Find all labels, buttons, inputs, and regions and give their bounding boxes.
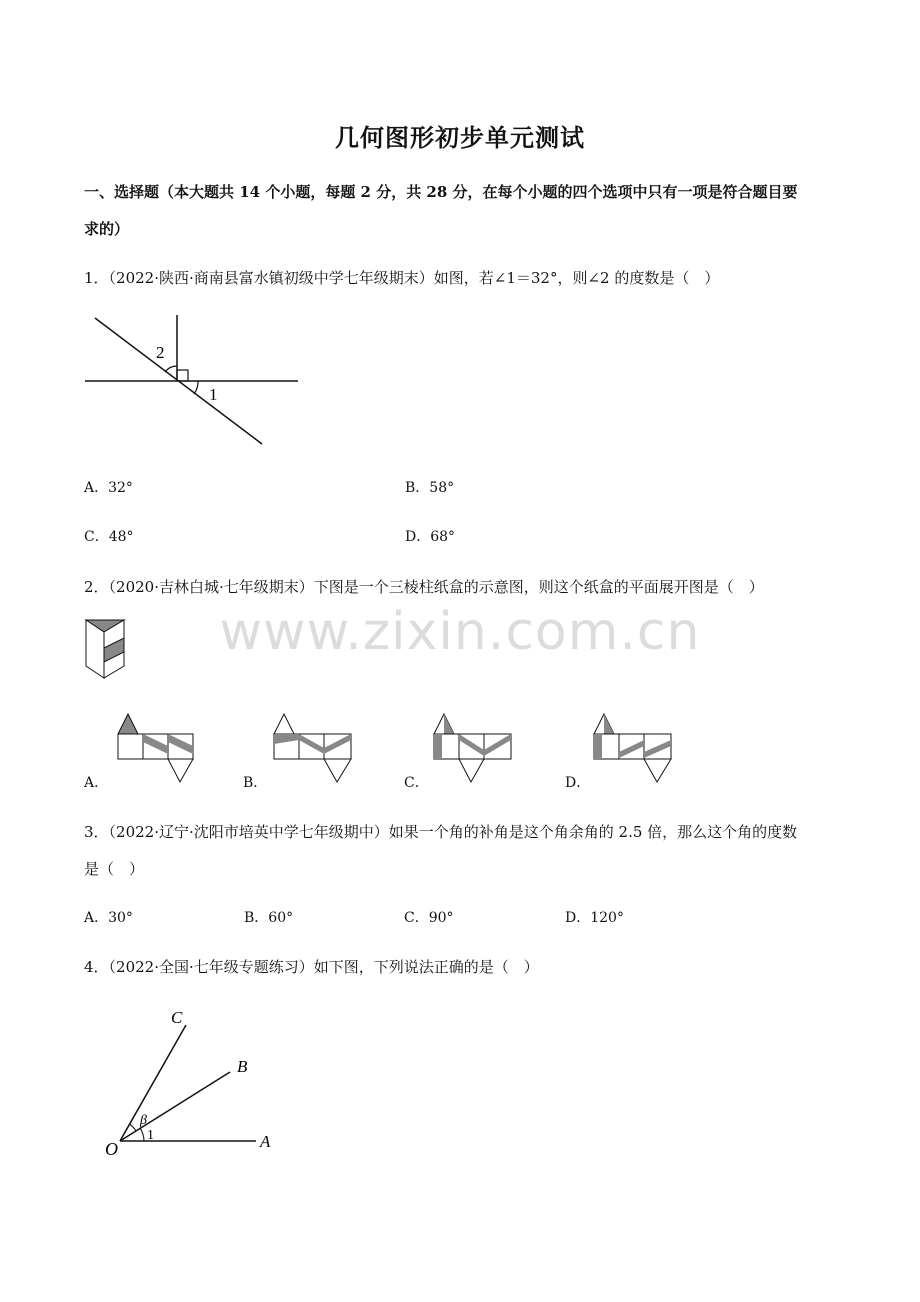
question-3-stem-line1: 3．（2022·辽宁·沈阳市培英中学七年级期中）如果一个角的补角是这个角余角的 2.5 倍，那么这个角的度数 bbox=[84, 823, 798, 841]
question-1-option-b[interactable]: B．58° bbox=[405, 480, 455, 496]
question-2-option-a[interactable]: A． bbox=[84, 775, 109, 791]
point-o-label: O bbox=[105, 1139, 118, 1159]
angle-1-label: 1 bbox=[209, 385, 218, 404]
question-2-option-b[interactable]: B． bbox=[243, 775, 268, 791]
section-heading-line1: 一、选择题（本大题共 14 个小题，每题 2 分，共 28 分，在每个小题的四个选项中只有一项是符合题目要 bbox=[84, 183, 798, 201]
question-1-figure bbox=[80, 310, 310, 450]
triangular-prism-box-figure bbox=[84, 618, 128, 680]
question-1-stem: 1．（2022·陕西·商南县富水镇初级中学七年级期末）如图，若∠1＝32°，则∠2 的度数是（ ） bbox=[84, 269, 720, 287]
question-1-option-d[interactable]: D．68° bbox=[405, 529, 456, 545]
question-2-option-c[interactable]: C． bbox=[404, 775, 429, 791]
question-1-option-c[interactable]: C．48° bbox=[84, 529, 134, 545]
section-heading-line2: 求的） bbox=[84, 220, 130, 238]
net-option-a-figure bbox=[116, 712, 196, 784]
point-b-label: B bbox=[237, 1057, 248, 1076]
question-1-option-a[interactable]: A．32° bbox=[84, 480, 133, 496]
net-option-d-figure bbox=[592, 712, 676, 784]
angle-1-label: 1 bbox=[147, 1128, 154, 1143]
point-a-label: A bbox=[260, 1132, 271, 1151]
question-4-figure bbox=[100, 1000, 290, 1165]
page-title: 几何图形初步单元测试 bbox=[335, 123, 585, 152]
net-option-c-figure bbox=[432, 712, 516, 784]
question-3-option-c[interactable]: C．90° bbox=[404, 910, 454, 926]
question-3-option-d[interactable]: D．120° bbox=[565, 910, 624, 926]
angle-beta-label: β bbox=[140, 1113, 147, 1128]
question-3-option-a[interactable]: A．30° bbox=[84, 910, 133, 926]
question-2-option-d[interactable]: D． bbox=[565, 775, 591, 791]
watermark: www.zixin.com.cn bbox=[219, 602, 701, 662]
angle-2-label: 2 bbox=[156, 343, 165, 362]
question-3-stem-line2: 是（ ） bbox=[84, 860, 145, 878]
net-option-b-figure bbox=[272, 712, 356, 784]
question-3-option-b[interactable]: B．60° bbox=[244, 910, 294, 926]
question-2-stem: 2．（2020·吉林白城·七年级期末）下图是一个三棱柱纸盒的示意图，则这个纸盒的平面展开图是（ ） bbox=[84, 578, 764, 596]
point-c-label: C bbox=[171, 1008, 183, 1027]
question-4-stem: 4．（2022·全国·七年级专题练习）如下图，下列说法正确的是（ ） bbox=[84, 958, 539, 976]
